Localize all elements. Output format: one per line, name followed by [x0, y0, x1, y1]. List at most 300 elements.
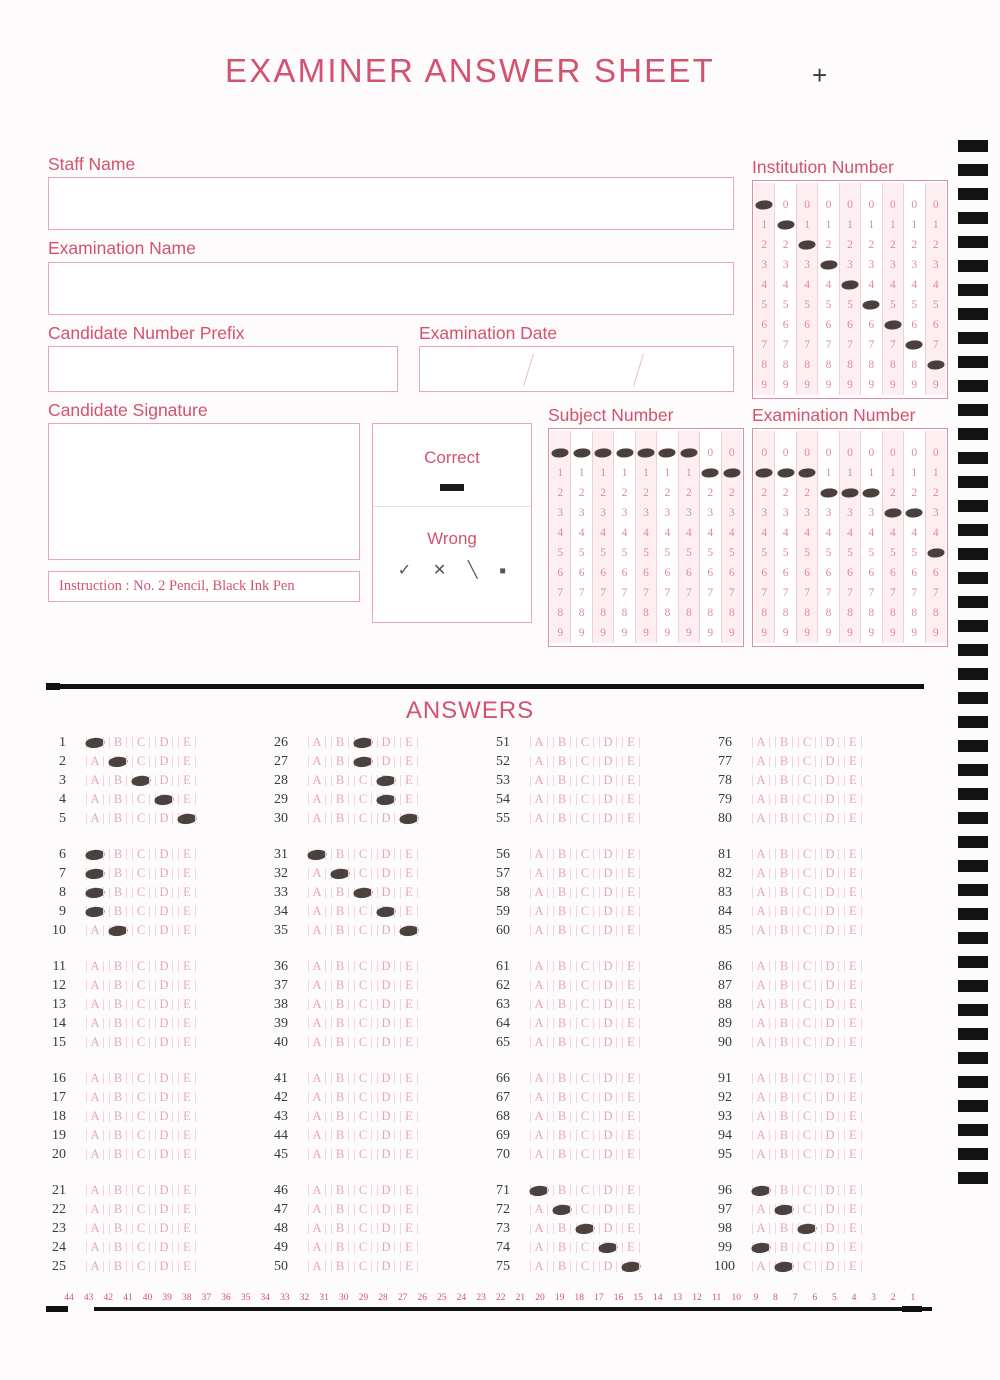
answer-option-bubble[interactable]: D	[819, 1015, 841, 1032]
bubble-cell[interactable]: 3	[728, 507, 735, 520]
bubble-cell[interactable]: 6	[557, 567, 564, 580]
answer-option-bubble[interactable]: A	[528, 884, 550, 901]
bubble-cell[interactable]: 2	[932, 487, 939, 500]
answer-option-bubble[interactable]: B	[551, 772, 573, 789]
answer-row[interactable]	[270, 1069, 492, 1088]
answer-option-bubble[interactable]: C	[130, 996, 152, 1013]
answer-option-bubble[interactable]	[773, 1201, 795, 1218]
answer-row[interactable]	[492, 1238, 714, 1257]
bubble-cell[interactable]: 9	[911, 627, 918, 640]
bubble-cell[interactable]: 6	[782, 567, 789, 580]
answer-option-bubble[interactable]: D	[153, 977, 175, 994]
answer-option-bubble[interactable]: A	[306, 996, 328, 1013]
answer-row[interactable]	[270, 845, 492, 864]
answer-option-bubble[interactable]: D	[153, 1220, 175, 1237]
answer-row[interactable]	[270, 1088, 492, 1107]
answer-option-bubble[interactable]: E	[620, 977, 642, 994]
answer-row[interactable]	[714, 976, 936, 995]
bubble-cell[interactable]: 0	[911, 447, 918, 460]
answer-option-bubble[interactable]: D	[597, 922, 619, 939]
bubble-cell[interactable]: 1	[621, 467, 628, 480]
answer-row[interactable]	[714, 1033, 936, 1052]
bubble-cell[interactable]: 3	[932, 507, 939, 520]
bubble-cell[interactable]: 7	[707, 587, 714, 600]
answer-option-bubble[interactable]: C	[130, 1034, 152, 1051]
answer-option-bubble[interactable]: E	[398, 884, 420, 901]
bubble-cell[interactable]: 2	[804, 487, 810, 500]
answer-option-bubble[interactable]: B	[773, 922, 795, 939]
bubble-cell[interactable]: 4	[728, 527, 735, 540]
answer-option-bubble[interactable]: E	[398, 1239, 420, 1256]
answer-option-bubble[interactable]: A	[750, 977, 772, 994]
answer-row[interactable]	[48, 1219, 270, 1238]
answer-option-bubble[interactable]	[107, 922, 129, 939]
answer-option-bubble[interactable]	[375, 903, 397, 920]
answer-option-bubble[interactable]: C	[574, 1070, 596, 1087]
answer-option-bubble[interactable]: C	[352, 791, 374, 808]
answer-option-bubble[interactable]	[398, 810, 420, 827]
bubble-cell[interactable]: 7	[782, 587, 789, 600]
bubble-cell[interactable]: 0	[889, 199, 896, 212]
answer-option-bubble[interactable]: A	[528, 1239, 550, 1256]
answer-option-bubble[interactable]: E	[842, 1108, 864, 1125]
answer-option-bubble[interactable]: B	[773, 903, 795, 920]
answer-option-bubble[interactable]: D	[153, 1108, 175, 1125]
answer-option-bubble[interactable]: D	[375, 1201, 397, 1218]
bubble-cell[interactable]: 8	[889, 359, 896, 372]
answer-option-bubble[interactable]: B	[329, 772, 351, 789]
answer-option-bubble[interactable]: D	[819, 1239, 841, 1256]
bubble-cell[interactable]: 9	[664, 627, 671, 640]
answer-option-bubble[interactable]: C	[130, 1220, 152, 1237]
answer-option-bubble[interactable]: E	[176, 1089, 198, 1106]
bubble-cell[interactable]: 1	[685, 467, 692, 480]
answer-option-bubble[interactable]: E	[176, 884, 198, 901]
bubble-cell[interactable]: 3	[664, 507, 671, 520]
bubble-cell[interactable]: 4	[868, 527, 875, 540]
answer-option-bubble[interactable]: B	[107, 1034, 129, 1051]
answer-option-bubble[interactable]: E	[176, 1108, 198, 1125]
answer-option-bubble[interactable]: E	[842, 772, 864, 789]
answer-option-bubble[interactable]: C	[352, 1239, 374, 1256]
bubble-cell[interactable]: 2	[889, 487, 896, 500]
bubble-column[interactable]	[754, 183, 774, 395]
answer-option-bubble[interactable]: E	[620, 1220, 642, 1237]
answer-option-bubble[interactable]: C	[574, 1258, 596, 1275]
answer-option-bubble[interactable]: B	[107, 884, 129, 901]
bubble-cell[interactable]: 5	[868, 547, 875, 560]
answer-option-bubble[interactable]: E	[398, 753, 420, 770]
answer-row[interactable]	[270, 1257, 492, 1276]
bubble-cell[interactable]: 4	[911, 527, 918, 540]
examination-name-input[interactable]	[48, 262, 734, 315]
answer-row[interactable]	[492, 976, 714, 995]
bubble-cell[interactable]: 7	[804, 587, 810, 600]
answer-option-bubble[interactable]: D	[153, 753, 175, 770]
bubble-cell[interactable]: 6	[911, 567, 918, 580]
answer-option-bubble[interactable]: E	[176, 865, 198, 882]
answer-option-bubble[interactable]: B	[107, 1239, 129, 1256]
bubble-cell[interactable]: 8	[911, 359, 918, 372]
bubble-cell[interactable]: 8	[782, 359, 789, 372]
answer-option-bubble[interactable]: A	[528, 865, 550, 882]
answer-option-bubble[interactable]: B	[773, 1108, 795, 1125]
answer-option-bubble[interactable]: E	[398, 1108, 420, 1125]
answer-option-bubble[interactable]: C	[352, 846, 374, 863]
answer-option-bubble[interactable]: A	[750, 791, 772, 808]
bubble-cell[interactable]: 9	[932, 379, 939, 392]
answer-option-bubble[interactable]	[84, 884, 106, 901]
answer-option-bubble[interactable]: B	[773, 1239, 795, 1256]
candidate-signature-input[interactable]	[48, 423, 360, 560]
answer-option-bubble[interactable]: D	[819, 1220, 841, 1237]
answer-row[interactable]	[48, 845, 270, 864]
answer-option-bubble[interactable]: C	[796, 810, 818, 827]
bubble-cell[interactable]: 1	[804, 219, 810, 232]
answer-option-bubble[interactable]: C	[574, 1108, 596, 1125]
answer-option-bubble[interactable]: E	[842, 1182, 864, 1199]
bubble-cell[interactable]: 7	[557, 587, 564, 600]
answer-row[interactable]	[48, 1181, 270, 1200]
answer-option-bubble[interactable]: D	[375, 977, 397, 994]
answer-option-bubble[interactable]: C	[352, 1034, 374, 1051]
answer-row[interactable]	[492, 771, 714, 790]
answer-row[interactable]	[492, 883, 714, 902]
bubble-cell[interactable]: 9	[761, 379, 768, 392]
answer-option-bubble[interactable]: C	[130, 865, 152, 882]
answer-option-bubble[interactable]: B	[551, 1182, 573, 1199]
bubble-cell[interactable]: 6	[761, 319, 768, 332]
bubble-cell[interactable]: 8	[557, 607, 564, 620]
answer-row[interactable]	[270, 957, 492, 976]
answer-option-bubble[interactable]: A	[750, 1089, 772, 1106]
answer-option-bubble[interactable]: C	[130, 1108, 152, 1125]
answer-option-bubble[interactable]: B	[107, 903, 129, 920]
answer-option-bubble[interactable]: B	[551, 1015, 573, 1032]
answer-option-bubble[interactable]: D	[597, 734, 619, 751]
answer-row[interactable]	[270, 809, 492, 828]
bubble-cell[interactable]: 1	[557, 467, 564, 480]
answer-option-bubble[interactable]: E	[176, 922, 198, 939]
answer-option-bubble[interactable]: E	[620, 1015, 642, 1032]
answer-option-bubble[interactable]: C	[796, 1258, 818, 1275]
answer-option-bubble[interactable]: B	[329, 1127, 351, 1144]
answer-option-bubble[interactable]: D	[153, 1070, 175, 1087]
answer-option-bubble[interactable]: E	[620, 1108, 642, 1125]
answer-option-bubble[interactable]: D	[597, 1201, 619, 1218]
answer-option-bubble[interactable]: B	[551, 1220, 573, 1237]
answer-row[interactable]	[492, 902, 714, 921]
bubble-cell[interactable]: 4	[804, 527, 810, 540]
answer-option-bubble[interactable]: C	[130, 1146, 152, 1163]
answer-option-bubble[interactable]: E	[176, 1201, 198, 1218]
bubble-cell[interactable]: 2	[728, 487, 735, 500]
bubble-cell[interactable]: 6	[932, 319, 939, 332]
answer-option-bubble[interactable]: B	[329, 884, 351, 901]
bubble-column[interactable]	[925, 431, 946, 643]
answer-option-bubble[interactable]: E	[398, 772, 420, 789]
answer-option-bubble[interactable]	[551, 1201, 573, 1218]
bubble-cell[interactable]: 6	[825, 567, 832, 580]
answer-row[interactable]	[714, 1257, 936, 1276]
answer-row[interactable]	[48, 902, 270, 921]
answer-option-bubble[interactable]: B	[551, 1127, 573, 1144]
bubble-cell[interactable]: 2	[761, 487, 768, 500]
answer-option-bubble[interactable]: D	[375, 846, 397, 863]
answer-option-bubble[interactable]: E	[398, 996, 420, 1013]
answer-option-bubble[interactable]: E	[176, 977, 198, 994]
bubble-cell[interactable]: 5	[643, 547, 649, 560]
answer-option-bubble[interactable]: D	[597, 846, 619, 863]
answer-option-bubble[interactable]: E	[620, 734, 642, 751]
answer-option-bubble[interactable]: C	[574, 958, 596, 975]
bubble-cell[interactable]: 2	[911, 487, 918, 500]
bubble-cell[interactable]: 9	[889, 379, 896, 392]
answer-option-bubble[interactable]: E	[176, 1182, 198, 1199]
answer-row[interactable]	[492, 1107, 714, 1126]
bubble-cell[interactable]: 3	[600, 507, 606, 520]
answer-option-bubble[interactable]: A	[528, 1201, 550, 1218]
bubble-cell[interactable]: 5	[847, 299, 853, 312]
bubble-cell[interactable]: 6	[728, 567, 735, 580]
answer-row[interactable]	[270, 883, 492, 902]
answer-option-bubble[interactable]: B	[551, 1146, 573, 1163]
answer-row[interactable]	[714, 902, 936, 921]
answer-option-bubble[interactable]: C	[352, 977, 374, 994]
answer-option-bubble[interactable]: C	[796, 1015, 818, 1032]
answer-option-bubble[interactable]: E	[842, 1070, 864, 1087]
answer-option-bubble[interactable]: D	[819, 1127, 841, 1144]
answer-option-bubble[interactable]: E	[842, 865, 864, 882]
bubble-cell[interactable]: 7	[600, 587, 606, 600]
bubble-cell[interactable]: 3	[685, 507, 692, 520]
answer-option-bubble[interactable]: C	[352, 922, 374, 939]
bubble-cell[interactable]: 9	[868, 627, 875, 640]
answer-row[interactable]	[270, 1033, 492, 1052]
answer-row[interactable]	[48, 1033, 270, 1052]
answer-option-bubble[interactable]: B	[773, 1070, 795, 1087]
answer-option-bubble[interactable]: D	[597, 810, 619, 827]
answer-option-bubble[interactable]	[329, 865, 351, 882]
bubble-cell[interactable]: 7	[847, 339, 853, 352]
bubble-cell[interactable]: 0	[868, 447, 875, 460]
answer-option-bubble[interactable]: E	[842, 734, 864, 751]
answer-option-bubble[interactable]: A	[750, 1034, 772, 1051]
answer-option-bubble[interactable]: A	[84, 1258, 106, 1275]
answer-option-bubble[interactable]: E	[842, 1220, 864, 1237]
answer-option-bubble[interactable]: E	[398, 1220, 420, 1237]
answer-option-bubble[interactable]: E	[620, 1239, 642, 1256]
answer-option-bubble[interactable]: B	[551, 903, 573, 920]
answer-option-bubble[interactable]: B	[551, 1258, 573, 1275]
answer-option-bubble[interactable]: E	[398, 791, 420, 808]
bubble-cell[interactable]: 1	[664, 467, 671, 480]
answer-option-bubble[interactable]: D	[597, 865, 619, 882]
bubble-cell[interactable]: 2	[707, 487, 714, 500]
answer-option-bubble[interactable]: D	[819, 734, 841, 751]
answer-option-bubble[interactable]: A	[750, 772, 772, 789]
answer-option-bubble[interactable]: B	[551, 1070, 573, 1087]
answer-option-bubble[interactable]: A	[84, 1070, 106, 1087]
answer-option-bubble[interactable]: E	[398, 1070, 420, 1087]
answer-option-bubble[interactable]: D	[597, 903, 619, 920]
answer-row[interactable]	[714, 957, 936, 976]
answer-option-bubble[interactable]: A	[750, 903, 772, 920]
staff-name-input[interactable]	[48, 177, 734, 230]
answer-option-bubble[interactable]: E	[842, 1239, 864, 1256]
answer-option-bubble[interactable]: C	[352, 772, 374, 789]
answer-option-bubble[interactable]: E	[176, 846, 198, 863]
answer-row[interactable]	[270, 790, 492, 809]
answer-option-bubble[interactable]: C	[130, 734, 152, 751]
answer-option-bubble[interactable]: B	[329, 996, 351, 1013]
answer-option-bubble[interactable]: A	[84, 1239, 106, 1256]
answer-option-bubble[interactable]: C	[130, 1015, 152, 1032]
bubble-cell[interactable]: 9	[825, 379, 832, 392]
answer-option-bubble[interactable]: A	[528, 1070, 550, 1087]
answer-option-bubble[interactable]: C	[796, 1182, 818, 1199]
bubble-cell[interactable]: 2	[578, 487, 585, 500]
bubble-cell[interactable]: 5	[889, 299, 896, 312]
bubble-cell[interactable]: 5	[932, 299, 939, 312]
answer-option-bubble[interactable]: D	[375, 1089, 397, 1106]
bubble-column[interactable]	[903, 431, 924, 643]
answer-option-bubble[interactable]: B	[107, 865, 129, 882]
answer-option-bubble[interactable]: E	[620, 903, 642, 920]
answer-row[interactable]	[714, 733, 936, 752]
answer-option-bubble[interactable]: A	[306, 1127, 328, 1144]
answer-option-bubble[interactable]: D	[153, 1015, 175, 1032]
bubble-cell[interactable]	[883, 503, 903, 523]
answer-option-bubble[interactable]: D	[597, 1034, 619, 1051]
answer-row[interactable]	[48, 1088, 270, 1107]
bubble-cell[interactable]: 9	[804, 379, 810, 392]
answer-option-bubble[interactable]: E	[398, 1182, 420, 1199]
bubble-cell[interactable]	[840, 275, 860, 295]
bubble-cell[interactable]: 2	[685, 487, 692, 500]
answer-option-bubble[interactable]: B	[107, 1070, 129, 1087]
answer-option-bubble[interactable]: C	[352, 958, 374, 975]
bubble-cell[interactable]: 8	[804, 607, 810, 620]
answer-option-bubble[interactable]: A	[750, 958, 772, 975]
answer-option-bubble[interactable]: E	[176, 1034, 198, 1051]
answer-option-bubble[interactable]: B	[329, 810, 351, 827]
answer-option-bubble[interactable]: D	[819, 903, 841, 920]
answer-option-bubble[interactable]: D	[819, 977, 841, 994]
answer-option-bubble[interactable]: C	[352, 1127, 374, 1144]
answer-option-bubble[interactable]: E	[620, 753, 642, 770]
answer-option-bubble[interactable]	[84, 846, 106, 863]
bubble-column[interactable]	[699, 431, 720, 643]
answer-option-bubble[interactable]: B	[551, 1239, 573, 1256]
bubble-cell[interactable]: 6	[664, 567, 671, 580]
bubble-cell[interactable]: 6	[761, 567, 768, 580]
answer-row[interactable]	[492, 809, 714, 828]
answer-option-bubble[interactable]: D	[375, 1220, 397, 1237]
answer-option-bubble[interactable]: D	[375, 1034, 397, 1051]
answer-option-bubble[interactable]: B	[773, 1015, 795, 1032]
answer-row[interactable]	[492, 957, 714, 976]
bubble-cell[interactable]: 4	[557, 527, 564, 540]
answer-row[interactable]	[48, 790, 270, 809]
answer-row[interactable]	[270, 1181, 492, 1200]
bubble-cell[interactable]: 0	[761, 447, 768, 460]
answer-option-bubble[interactable]: E	[842, 1015, 864, 1032]
answer-option-bubble[interactable]: A	[306, 884, 328, 901]
answer-row[interactable]	[48, 809, 270, 828]
answer-option-bubble[interactable]: B	[551, 1034, 573, 1051]
answer-option-bubble[interactable]: A	[84, 958, 106, 975]
bubble-cell[interactable]	[775, 215, 795, 235]
answer-row[interactable]	[492, 733, 714, 752]
answer-option-bubble[interactable]: E	[620, 810, 642, 827]
answer-option-bubble[interactable]	[107, 753, 129, 770]
bubble-cell[interactable]: 6	[889, 567, 896, 580]
bubble-cell[interactable]: 1	[847, 467, 853, 480]
answer-option-bubble[interactable]: C	[130, 1258, 152, 1275]
answer-option-bubble[interactable]: B	[773, 1127, 795, 1144]
bubble-cell[interactable]: 6	[600, 567, 606, 580]
answer-option-bubble[interactable]: C	[130, 922, 152, 939]
bubble-cell[interactable]: 0	[847, 447, 853, 460]
bubble-cell[interactable]: 4	[782, 279, 789, 292]
answer-row[interactable]	[492, 752, 714, 771]
answer-option-bubble[interactable]: E	[176, 1127, 198, 1144]
answer-option-bubble[interactable]: D	[375, 753, 397, 770]
answer-option-bubble[interactable]: E	[620, 1127, 642, 1144]
answer-option-bubble[interactable]: B	[773, 734, 795, 751]
answer-option-bubble[interactable]: C	[574, 1182, 596, 1199]
answer-option-bubble[interactable]: D	[819, 1034, 841, 1051]
answer-row[interactable]	[714, 1200, 936, 1219]
answer-option-bubble[interactable]: E	[398, 1089, 420, 1106]
bubble-column[interactable]	[754, 431, 774, 643]
bubble-cell[interactable]: 6	[578, 567, 585, 580]
answer-option-bubble[interactable]: A	[306, 977, 328, 994]
answer-option-bubble[interactable]	[84, 734, 106, 751]
bubble-cell[interactable]: 9	[707, 627, 714, 640]
answer-option-bubble[interactable]: B	[551, 734, 573, 751]
bubble-cell[interactable]: 7	[932, 587, 939, 600]
answer-row[interactable]	[48, 1107, 270, 1126]
answer-row[interactable]	[48, 1200, 270, 1219]
answer-option-bubble[interactable]: E	[842, 753, 864, 770]
bubble-cell[interactable]: 4	[707, 527, 714, 540]
answer-option-bubble[interactable]: D	[819, 753, 841, 770]
answer-option-bubble[interactable]: A	[528, 996, 550, 1013]
bubble-cell[interactable]: 8	[804, 359, 810, 372]
answer-option-bubble[interactable]: C	[352, 1070, 374, 1087]
answer-option-bubble[interactable]: E	[176, 1239, 198, 1256]
answer-option-bubble[interactable]: C	[574, 903, 596, 920]
answer-option-bubble[interactable]: D	[819, 1182, 841, 1199]
bubble-cell[interactable]: 3	[889, 259, 896, 272]
answer-option-bubble[interactable]: E	[842, 1127, 864, 1144]
answer-option-bubble[interactable]: E	[842, 846, 864, 863]
bubble-cell[interactable]: 0	[868, 199, 875, 212]
bubble-cell[interactable]	[754, 463, 774, 483]
answer-option-bubble[interactable]: D	[819, 791, 841, 808]
answer-option-bubble[interactable]: A	[306, 1146, 328, 1163]
answer-row[interactable]	[714, 1238, 936, 1257]
bubble-cell[interactable]: 2	[782, 487, 789, 500]
answer-row[interactable]	[714, 1145, 936, 1164]
answer-row[interactable]	[48, 864, 270, 883]
bubble-cell[interactable]	[818, 483, 838, 503]
bubble-cell[interactable]: 9	[825, 627, 832, 640]
bubble-cell[interactable]: 8	[868, 607, 875, 620]
bubble-cell[interactable]: 0	[932, 447, 939, 460]
